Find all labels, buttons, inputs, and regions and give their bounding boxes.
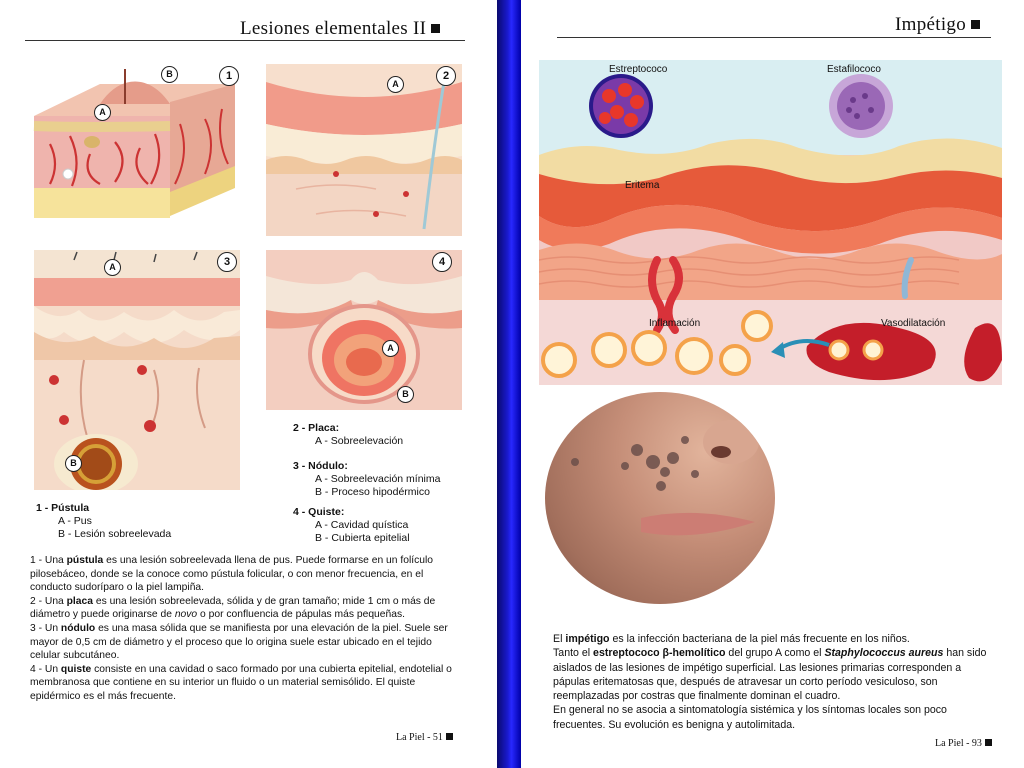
impetigo-clinical-photo (545, 392, 775, 604)
right-page-footer: La Piel - 93 (935, 738, 992, 749)
header-rule (557, 37, 991, 38)
label-a: A (104, 259, 121, 276)
label-b: B (397, 386, 414, 403)
caption-placa: 2 - Placa: A - Sobreelevación (293, 422, 404, 447)
left-page (0, 0, 497, 768)
panel-placa-illustration (266, 64, 462, 236)
panel-number: 3 (217, 252, 237, 272)
left-page-footer: La Piel - 51 (396, 732, 453, 743)
header-rule (25, 40, 465, 41)
paragraph-placa: 2 - Una placa es una lesión sobreelevada, sólida y de gran tamaño; mide 1 cm o más de diámetro y puede originarse de novo o por confluencia de pápulas más pequeñas. (30, 595, 436, 621)
paragraph-nodulo: 3 - Un nódulo es una masa sólida que se manifiesta por una elevación de la piel. Suele ser mayor de 0,5 cm de diámetro y el proceso que lo origina suele estar ubicado en el tejido celular subcutáneo. (30, 622, 448, 662)
label-a: A (387, 76, 404, 93)
left-body-text (30, 554, 455, 704)
panel-nodulo-illustration (34, 250, 240, 490)
paragraph-etiology: Tanto el estreptococo β-hemolítico del grupo A como el Staphylococcus aureus han sido aislados de las lesiones de impétigo superficial. Las lesiones primarias corresponden a pápulas eritematosas que, después de atravesar un corto período vesiculoso, son reemplazadas por costras que finalmente dominan el cuadro. (553, 647, 987, 703)
caption-nodulo: 3 - Nódulo: A - Sobreelevación mínima B - Proceso hipodérmico (293, 460, 441, 498)
page-gutter (497, 0, 521, 768)
paragraph-definition: El impétigo es la infección bacteriana de la piel más frecuente en los niños. (553, 633, 910, 645)
panel-number: 2 (436, 66, 456, 86)
label-a: A (94, 104, 111, 121)
panel-pustula-illustration (30, 64, 242, 236)
panel-quiste-illustration (266, 250, 462, 410)
panel-number: 4 (432, 252, 452, 272)
caption-pustula: 1 - Pústula A - Pus B - Lesión sobreelevada (36, 502, 172, 540)
label-staphylococcus: Estafilococo (827, 64, 881, 75)
label-erythema: Eritema (625, 180, 660, 191)
label-streptococcus: Estreptococo (609, 64, 668, 75)
impetigo-diagram (539, 60, 1002, 385)
paragraph-quiste: 4 - Un quiste consiste en una cavidad o saco formado por una cubierta epitelial, endotelial o membranosa que contiene en su interior un fluido o un material semisólido. El quiste epidérmico es el más frecuente. (30, 663, 452, 702)
label-a: A (382, 340, 399, 357)
label-b: B (65, 455, 82, 472)
caption-quiste: 4 - Quiste: A - Cavidad quística B - Cubierta epitelial (293, 506, 410, 544)
left-page-header: Lesiones elementales II (240, 18, 440, 40)
paragraph-evolution: En general no se asocia a sintomatología sistémica y los síntomas locales son poco frecuentes. Su evolución es benigna y autolimitada. (553, 704, 947, 731)
panel-number: 1 (219, 66, 239, 86)
right-body-text (553, 632, 993, 732)
label-vasodilation: Vasodilatación (881, 318, 946, 329)
label-b: B (161, 66, 178, 83)
paragraph-pustula: 1 - Una pústula es una lesión sobreelevada llena de pus. Puede formarse en un folículo pilosebáceo, donde se la conoce como pústula folicular, o con menor frecuencia, en el conducto sudoríparo o la piel lampiña. (30, 555, 433, 594)
label-inflammation: Inflamación (649, 318, 701, 329)
right-page-header: Impétigo (895, 14, 980, 36)
right-page (521, 0, 1024, 768)
